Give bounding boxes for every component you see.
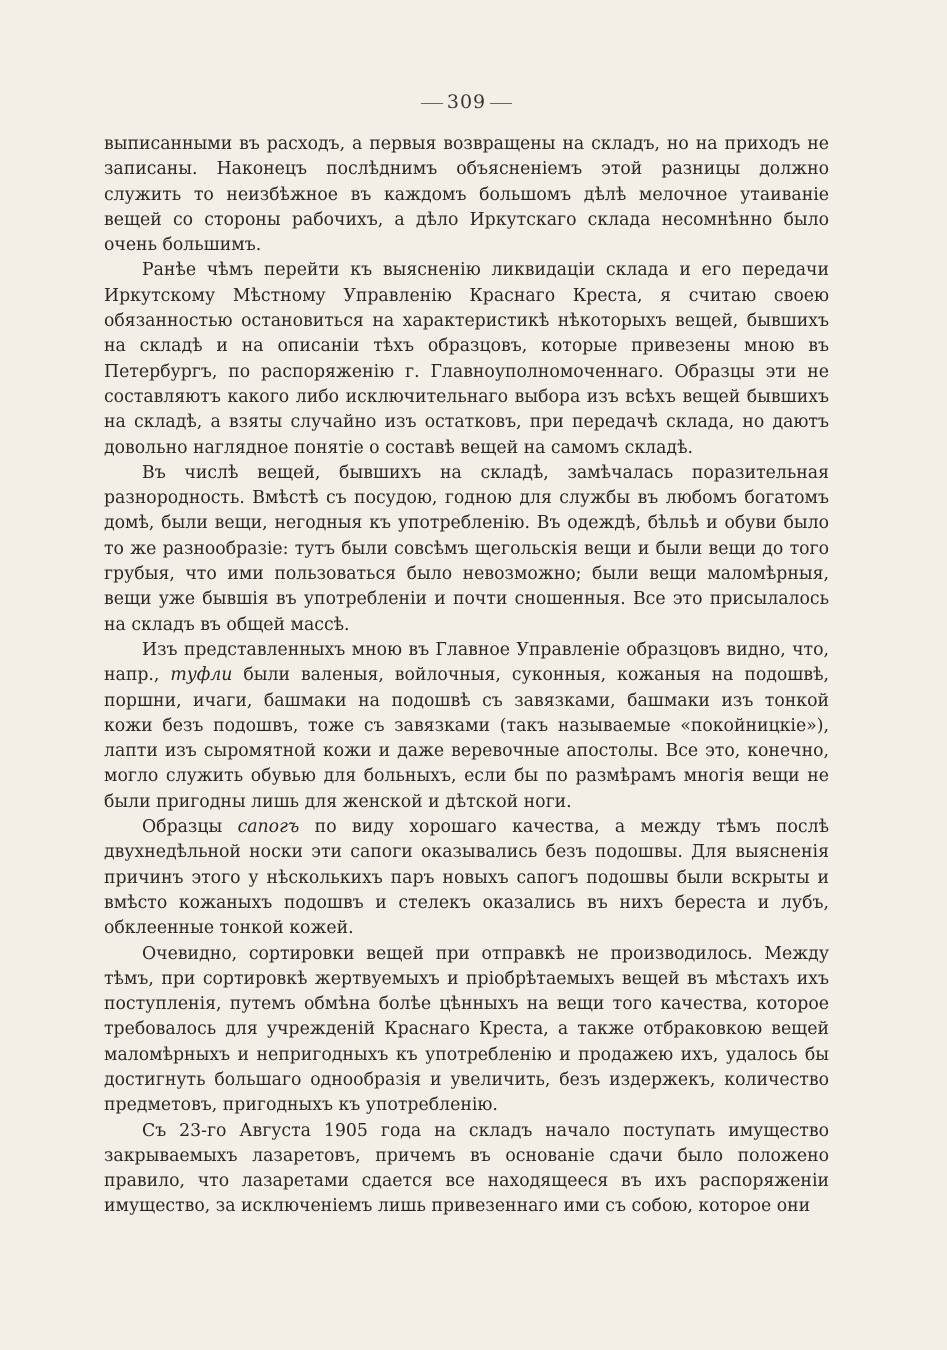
paragraph-1	[104, 132, 829, 258]
paragraph-4	[104, 638, 829, 815]
page-number: 309	[446, 91, 487, 113]
body-text	[104, 132, 829, 1220]
page-header	[104, 90, 829, 114]
paragraph-text: Образцы	[142, 817, 238, 838]
paragraph-text: Въ числѣ вещей, бывшихъ на складѣ, замѣчалась поразительная разнородность. Вмѣстѣ съ посудою, годною для службы въ любомъ богатомъ домѣ, были вещи, негодныя къ употребленію. Въ одеждѣ, бѣльѣ и обуви было то же разнообразіе: тутъ были совсѣмъ щегольскія вещи и были вещи до того грубыя, что ими пользоваться было невозможно; были вещи маломѣрныя, вещи уже бывшія въ употребленіи и почти сношенныя. Все это присылалось на складъ въ общей массѣ.	[104, 462, 829, 635]
paragraph-text: Ранѣе чѣмъ перейти къ выясненію ликвидаціи склада и его передачи Иркутскому Мѣстному Управленію Краснаго Креста, я считаю своею обязанностью остановиться на характеристикѣ нѣкоторыхъ вещей, бывшихъ на складѣ и на описаніи тѣхъ образцовъ, которые привезены мною въ Петербургъ, по распоряженію г. Главноуполномоченнаго. Образцы эти не составляютъ какого либо исключительнаго выбора изъ всѣхъ вещей бывшихъ на складѣ, а взяты случайно изъ остатковъ, при передачѣ склада, но даютъ довольно наглядное понятіе о составѣ вещей на самомъ складѣ.	[104, 260, 829, 458]
paragraph-text: были валеныя, войлочныя, суконныя, кожаныя на подошвѣ, поршни, ичаги, башмаки на подошвѣ съ завязками, башмаки изъ тонкой кожи безъ подошвъ, тоже съ завязками (такъ называемые «покойницкіе»), лапти изъ сыромятной кожи и даже веревочные апостолы. Все это, конечно, могло служить обувью для больныхъ, если бы по размѣрамъ многія вещи не были пригодны лишь для женской и дѣтской ноги.	[104, 665, 830, 812]
paragraph-5	[104, 815, 829, 941]
paragraph-text: Очевидно, сортировки вещей при отправкѣ не производилось. Между тѣмъ, при сортировкѣ жертвуемыхъ и пріобрѣтаемыхъ вещей въ мѣстахъ ихъ поступленія, путемъ обмѣна болѣе цѣнныхъ на вещи того качества, которое требовалось для учрежденій Краснаго Креста, а также отбраковкою вещей маломѣрныхъ и непригодныхъ къ употребленію и продажею ихъ, удалось бы достигнуть большаго однообразія и увеличить, безъ издержекъ, количество предметовъ, пригодныхъ къ употребленію.	[104, 943, 829, 1116]
paragraph-text: по виду хорошаго качества, а между тѣмъ послѣ двухнедѣльной носки эти сапоги оказывались безъ подошвы. Для выясненія причинъ этого у нѣсколькихъ паръ новыхъ сапогъ подошвы были вскрыты и вмѣсто кожаныхъ подошвъ и стелекъ оказались въ нихъ береста и лубъ, обклеенные тонкой кожей.	[104, 817, 829, 939]
paragraph-text: Съ 23-го Августа 1905 года на складъ начало поступать имущество закрываемыхъ лазаретовъ, причемъ въ основаніе сдачи было положено правило, что лазаретами сдается все находящееся въ ихъ распоряженіи имущество, за исключеніемъ лишь привезеннаго ими съ собою, которое они	[104, 1120, 829, 1217]
header-dash-left	[421, 103, 443, 104]
italic-term-tufli: туфли	[170, 665, 233, 686]
paragraph-2	[104, 258, 829, 460]
italic-term-sapog: сапогъ	[237, 817, 300, 838]
paragraph-text: выписанными въ расходъ, а первыя возвращены на складъ, но на приходъ не записаны. Наконецъ послѣднимъ объясненіемъ этой разницы должно служить то неизбѣжное въ каждомъ большомъ дѣлѣ мелочное утаиваніе вещей со стороны рабочихъ, а дѣло Иркутскаго склада несомнѣнно было очень большимъ.	[104, 134, 829, 256]
paragraph-6	[104, 942, 829, 1119]
paragraph-3	[104, 461, 829, 638]
header-dash-right	[490, 103, 512, 104]
paragraph-text: Изъ представленныхъ мною въ Главное Управленіе образцовъ видно, что, напр.,	[104, 639, 829, 686]
paragraph-7	[104, 1119, 829, 1220]
